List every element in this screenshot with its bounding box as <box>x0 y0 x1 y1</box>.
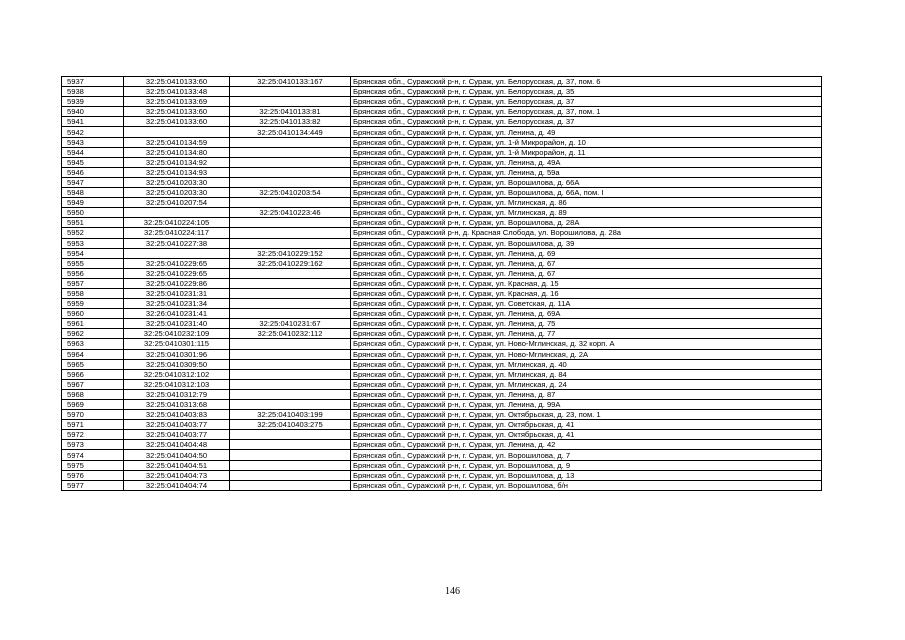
land-cadastral-number-cell: 32:25:0410301:96 <box>124 349 230 359</box>
land-cadastral-number-cell: 32:25:0410312:79 <box>124 389 230 399</box>
building-cadastral-number-cell <box>230 147 351 157</box>
building-cadastral-number-cell <box>230 228 351 238</box>
building-cadastral-number-cell <box>230 389 351 399</box>
building-cadastral-number-cell: 32:25:0410133:81 <box>230 107 351 117</box>
address-cell: Брянская обл., Суражский р-н, г. Сураж, ул. Красная, д. 16 <box>351 288 822 298</box>
building-cadastral-number-cell <box>230 299 351 309</box>
land-cadastral-number-cell: 32:25:0410403:83 <box>124 410 230 420</box>
land-cadastral-number-cell: 32:25:0410133:69 <box>124 97 230 107</box>
land-cadastral-number-cell: 32:25:0410403:77 <box>124 430 230 440</box>
land-cadastral-number-cell: 32:25:0410229:86 <box>124 278 230 288</box>
land-cadastral-number-cell: 32:25:0410134:92 <box>124 157 230 167</box>
building-cadastral-number-cell: 32:25:0410203:54 <box>230 188 351 198</box>
row-number-cell: 5942 <box>62 127 124 137</box>
table-row <box>62 167 822 177</box>
row-number-cell: 5957 <box>62 278 124 288</box>
row-number-cell: 5939 <box>62 97 124 107</box>
row-number-cell: 5964 <box>62 349 124 359</box>
row-number-cell: 5944 <box>62 147 124 157</box>
table-row <box>62 77 822 87</box>
land-cadastral-number-cell: 32:25:0410232:109 <box>124 329 230 339</box>
row-number-cell: 5960 <box>62 309 124 319</box>
table-row <box>62 329 822 339</box>
table-row <box>62 460 822 470</box>
row-number-cell: 5977 <box>62 480 124 490</box>
address-cell: Брянская обл., Суражский р-н, г. Сураж, ул. Ворошилова, д. 66А, пом. I <box>351 188 822 198</box>
building-cadastral-number-cell <box>230 278 351 288</box>
building-cadastral-number-cell <box>230 349 351 359</box>
address-cell: Брянская обл., Суражский р-н, г. Сураж, ул. Ворошилова, д. 28А <box>351 218 822 228</box>
land-cadastral-number-cell: 32:25:0410403:77 <box>124 420 230 430</box>
building-cadastral-number-cell <box>230 198 351 208</box>
row-number-cell: 5973 <box>62 440 124 450</box>
address-cell: Брянская обл., Суражский р-н, г. Сураж, ул. 1-й Микрорайон, д. 11 <box>351 147 822 157</box>
building-cadastral-number-cell <box>230 87 351 97</box>
table-row <box>62 268 822 278</box>
row-number-cell: 5970 <box>62 410 124 420</box>
address-cell: Брянская обл., Суражский р-н, г. Сураж, ул. Белорусская, д. 37, пом. 6 <box>351 77 822 87</box>
row-number-cell: 5940 <box>62 107 124 117</box>
row-number-cell: 5959 <box>62 299 124 309</box>
table-row <box>62 470 822 480</box>
address-cell: Брянская обл., Суражский р-н, г. Сураж, ул. Ворошилова, д. 66А <box>351 177 822 187</box>
table-row <box>62 238 822 248</box>
land-cadastral-number-cell: 32:25:0410229:65 <box>124 268 230 278</box>
land-cadastral-number-cell: 32:25:0410133:60 <box>124 77 230 87</box>
address-cell: Брянская обл., Суражский р-н, г. Сураж, ул. Октябрьская, д. 23, пом. 1 <box>351 410 822 420</box>
address-cell: Брянская обл., Суражский р-н, г. Сураж, ул. 1-й Микрорайон, д. 10 <box>351 137 822 147</box>
row-number-cell: 5948 <box>62 188 124 198</box>
address-cell: Брянская обл., Суражский р-н, д. Красная Слобода, ул. Ворошилова, д. 28а <box>351 228 822 238</box>
table-row <box>62 299 822 309</box>
table-row <box>62 339 822 349</box>
building-cadastral-number-cell: 32:25:0410229:152 <box>230 248 351 258</box>
row-number-cell: 5943 <box>62 137 124 147</box>
land-cadastral-number-cell: 32:25:0410134:80 <box>124 147 230 157</box>
table-row <box>62 117 822 127</box>
building-cadastral-number-cell: 32:25:0410403:199 <box>230 410 351 420</box>
building-cadastral-number-cell <box>230 167 351 177</box>
land-cadastral-number-cell: 32:25:0410133:60 <box>124 107 230 117</box>
address-cell: Брянская обл., Суражский р-н, г. Сураж, ул. Мглинская, д. 84 <box>351 369 822 379</box>
land-cadastral-number-cell: 32:25:0410404:48 <box>124 440 230 450</box>
table-row <box>62 278 822 288</box>
row-number-cell: 5952 <box>62 228 124 238</box>
land-cadastral-number-cell: 32:25:0410134:93 <box>124 167 230 177</box>
table-row <box>62 430 822 440</box>
address-cell: Брянская обл., Суражский р-н, г. Сураж, ул. Мглинская, д. 89 <box>351 208 822 218</box>
row-number-cell: 5950 <box>62 208 124 218</box>
building-cadastral-number-cell: 32:25:0410134:449 <box>230 127 351 137</box>
table-row <box>62 107 822 117</box>
table-row <box>62 440 822 450</box>
land-cadastral-number-cell: 32:25:0410231:34 <box>124 299 230 309</box>
address-cell: Брянская обл., Суражский р-н, г. Сураж, ул. Ворошилова, д. 9 <box>351 460 822 470</box>
row-number-cell: 5945 <box>62 157 124 167</box>
table-row <box>62 480 822 490</box>
address-cell: Брянская обл., Суражский р-н, г. Сураж, ул. Ленина, д. 69 <box>351 248 822 258</box>
building-cadastral-number-cell: 32:25:0410403:275 <box>230 420 351 430</box>
table-row <box>62 177 822 187</box>
row-number-cell: 5975 <box>62 460 124 470</box>
address-cell: Брянская обл., Суражский р-н, г. Сураж, ул. Ленина, д. 69А <box>351 309 822 319</box>
building-cadastral-number-cell <box>230 359 351 369</box>
table-row <box>62 288 822 298</box>
address-cell: Брянская обл., Суражский р-н, г. Сураж, ул. Ворошилова, д. 7 <box>351 450 822 460</box>
table-row <box>62 188 822 198</box>
address-cell: Брянская обл., Суражский р-н, г. Сураж, ул. Белорусская, д. 37 <box>351 97 822 107</box>
building-cadastral-number-cell <box>230 430 351 440</box>
land-cadastral-number-cell: 32:25:0410404:73 <box>124 470 230 480</box>
registry-table <box>61 76 822 491</box>
address-cell: Брянская обл., Суражский р-н, г. Сураж, ул. Ленина, д. 67 <box>351 258 822 268</box>
row-number-cell: 5961 <box>62 319 124 329</box>
address-cell: Брянская обл., Суражский р-н, г. Сураж, ул. Ленина, д. 87 <box>351 389 822 399</box>
table-row <box>62 309 822 319</box>
table-row <box>62 410 822 420</box>
building-cadastral-number-cell: 32:25:0410229:162 <box>230 258 351 268</box>
table-row <box>62 218 822 228</box>
building-cadastral-number-cell <box>230 470 351 480</box>
building-cadastral-number-cell <box>230 440 351 450</box>
land-cadastral-number-cell <box>124 248 230 258</box>
building-cadastral-number-cell: 32:25:0410133:82 <box>230 117 351 127</box>
building-cadastral-number-cell <box>230 339 351 349</box>
land-cadastral-number-cell: 32:25:0410231:40 <box>124 319 230 329</box>
building-cadastral-number-cell <box>230 288 351 298</box>
building-cadastral-number-cell: 32:25:0410231:67 <box>230 319 351 329</box>
address-cell: Брянская обл., Суражский р-н, г. Сураж, ул. Красная, д. 15 <box>351 278 822 288</box>
registry-table-body <box>62 77 822 491</box>
table-row <box>62 208 822 218</box>
table-row <box>62 349 822 359</box>
building-cadastral-number-cell: 32:25:0410133:167 <box>230 77 351 87</box>
table-row <box>62 127 822 137</box>
building-cadastral-number-cell <box>230 480 351 490</box>
row-number-cell: 5955 <box>62 258 124 268</box>
building-cadastral-number-cell <box>230 309 351 319</box>
table-row <box>62 400 822 410</box>
row-number-cell: 5953 <box>62 238 124 248</box>
address-cell: Брянская обл., Суражский р-н, г. Сураж, ул. Ленина, д. 67 <box>351 268 822 278</box>
address-cell: Брянская обл., Суражский р-н, г. Сураж, ул. Ленина, д. 99А <box>351 400 822 410</box>
address-cell: Брянская обл., Суражский р-н, г. Сураж, ул. Ленина, д. 49А <box>351 157 822 167</box>
land-cadastral-number-cell: 32:25:0410133:60 <box>124 117 230 127</box>
row-number-cell: 5947 <box>62 177 124 187</box>
row-number-cell: 5968 <box>62 389 124 399</box>
table-row <box>62 359 822 369</box>
address-cell: Брянская обл., Суражский р-н, г. Сураж, ул. Белорусская, д. 37, пом. 1 <box>351 107 822 117</box>
row-number-cell: 5969 <box>62 400 124 410</box>
building-cadastral-number-cell <box>230 238 351 248</box>
row-number-cell: 5949 <box>62 198 124 208</box>
table-row <box>62 369 822 379</box>
table-row <box>62 379 822 389</box>
address-cell: Брянская обл., Суражский р-н, г. Сураж, ул. Ленина, д. 59а <box>351 167 822 177</box>
table-row <box>62 258 822 268</box>
row-number-cell: 5976 <box>62 470 124 480</box>
address-cell: Брянская обл., Суражский р-н, г. Сураж, ул. Октябрьская, д. 41 <box>351 420 822 430</box>
table-row <box>62 137 822 147</box>
building-cadastral-number-cell <box>230 137 351 147</box>
building-cadastral-number-cell <box>230 177 351 187</box>
building-cadastral-number-cell: 32:25:0410232:112 <box>230 329 351 339</box>
land-cadastral-number-cell: 32:25:0410227:38 <box>124 238 230 248</box>
table-row <box>62 147 822 157</box>
building-cadastral-number-cell <box>230 97 351 107</box>
row-number-cell: 5937 <box>62 77 124 87</box>
page-number: 146 <box>445 586 460 597</box>
address-cell: Брянская обл., Суражский р-н, г. Сураж, ул. Ленина, д. 77 <box>351 329 822 339</box>
table-row <box>62 87 822 97</box>
table-row <box>62 389 822 399</box>
table-row <box>62 97 822 107</box>
address-cell: Брянская обл., Суражский р-н, г. Сураж, ул. Белорусская, д. 35 <box>351 87 822 97</box>
land-cadastral-number-cell: 32:25:0410404:51 <box>124 460 230 470</box>
address-cell: Брянская обл., Суражский р-н, г. Сураж, ул. Мглинская, д. 24 <box>351 379 822 389</box>
address-cell: Брянская обл., Суражский р-н, г. Сураж, ул. Ленина, д. 75 <box>351 319 822 329</box>
land-cadastral-number-cell: 32:25:0410207:54 <box>124 198 230 208</box>
land-cadastral-number-cell: 32:25:0410301:115 <box>124 339 230 349</box>
address-cell: Брянская обл., Суражский р-н, г. Сураж, ул. Мглинская, д. 86 <box>351 198 822 208</box>
land-cadastral-number-cell: 32:25:0410134:59 <box>124 137 230 147</box>
address-cell: Брянская обл., Суражский р-н, г. Сураж, ул. Ленина, д. 42 <box>351 440 822 450</box>
land-cadastral-number-cell <box>124 208 230 218</box>
address-cell: Брянская обл., Суражский р-н, г. Сураж, ул. Белорусская, д. 37 <box>351 117 822 127</box>
land-cadastral-number-cell: 32:26:0410231:41 <box>124 309 230 319</box>
row-number-cell: 5965 <box>62 359 124 369</box>
table-row <box>62 450 822 460</box>
row-number-cell: 5941 <box>62 117 124 127</box>
land-cadastral-number-cell: 32:25:0410313:68 <box>124 400 230 410</box>
land-cadastral-number-cell: 32:25:0410231:31 <box>124 288 230 298</box>
table-row <box>62 228 822 238</box>
table-row <box>62 157 822 167</box>
building-cadastral-number-cell <box>230 460 351 470</box>
table-row <box>62 248 822 258</box>
row-number-cell: 5966 <box>62 369 124 379</box>
building-cadastral-number-cell <box>230 450 351 460</box>
row-number-cell: 5971 <box>62 420 124 430</box>
land-cadastral-number-cell: 32:25:0410224:105 <box>124 218 230 228</box>
row-number-cell: 5956 <box>62 268 124 278</box>
row-number-cell: 5963 <box>62 339 124 349</box>
building-cadastral-number-cell <box>230 369 351 379</box>
building-cadastral-number-cell <box>230 400 351 410</box>
address-cell: Брянская обл., Суражский р-н, г. Сураж, ул. Мглинская, д. 40 <box>351 359 822 369</box>
address-cell: Брянская обл., Суражский р-н, г. Сураж, ул. Ново-Мглинская, д. 32 корп. А <box>351 339 822 349</box>
row-number-cell: 5967 <box>62 379 124 389</box>
row-number-cell: 5954 <box>62 248 124 258</box>
land-cadastral-number-cell: 32:25:0410309:50 <box>124 359 230 369</box>
building-cadastral-number-cell <box>230 268 351 278</box>
table-row <box>62 319 822 329</box>
row-number-cell: 5958 <box>62 288 124 298</box>
row-number-cell: 5946 <box>62 167 124 177</box>
address-cell: Брянская обл., Суражский р-н, г. Сураж, ул. Ворошилова, б/н <box>351 480 822 490</box>
row-number-cell: 5974 <box>62 450 124 460</box>
address-cell: Брянская обл., Суражский р-н, г. Сураж, ул. Советская, д. 11А <box>351 299 822 309</box>
land-cadastral-number-cell: 32:25:0410203:30 <box>124 177 230 187</box>
building-cadastral-number-cell <box>230 379 351 389</box>
land-cadastral-number-cell: 32:25:0410312:102 <box>124 369 230 379</box>
land-cadastral-number-cell: 32:25:0410203:30 <box>124 188 230 198</box>
row-number-cell: 5938 <box>62 87 124 97</box>
building-cadastral-number-cell <box>230 218 351 228</box>
building-cadastral-number-cell: 32:25:0410223:46 <box>230 208 351 218</box>
land-cadastral-number-cell: 32:25:0410404:74 <box>124 480 230 490</box>
land-cadastral-number-cell <box>124 127 230 137</box>
land-cadastral-number-cell: 32:25:0410133:48 <box>124 87 230 97</box>
address-cell: Брянская обл., Суражский р-н, г. Сураж, ул. Ленина, д. 49 <box>351 127 822 137</box>
land-cadastral-number-cell: 32:25:0410312:103 <box>124 379 230 389</box>
table-row <box>62 198 822 208</box>
address-cell: Брянская обл., Суражский р-н, г. Сураж, ул. Ново-Мглинская, д. 2А <box>351 349 822 359</box>
land-cadastral-number-cell: 32:25:0410224:117 <box>124 228 230 238</box>
table-row <box>62 420 822 430</box>
land-cadastral-number-cell: 32:25:0410229:65 <box>124 258 230 268</box>
land-cadastral-number-cell: 32:25:0410404:50 <box>124 450 230 460</box>
row-number-cell: 5962 <box>62 329 124 339</box>
building-cadastral-number-cell <box>230 157 351 167</box>
address-cell: Брянская обл., Суражский р-н, г. Сураж, ул. Ворошилова, д. 13 <box>351 470 822 480</box>
row-number-cell: 5951 <box>62 218 124 228</box>
row-number-cell: 5972 <box>62 430 124 440</box>
address-cell: Брянская обл., Суражский р-н, г. Сураж, ул. Октябрьская, д. 41 <box>351 430 822 440</box>
address-cell: Брянская обл., Суражский р-н, г. Сураж, ул. Ворошилова, д. 39 <box>351 238 822 248</box>
